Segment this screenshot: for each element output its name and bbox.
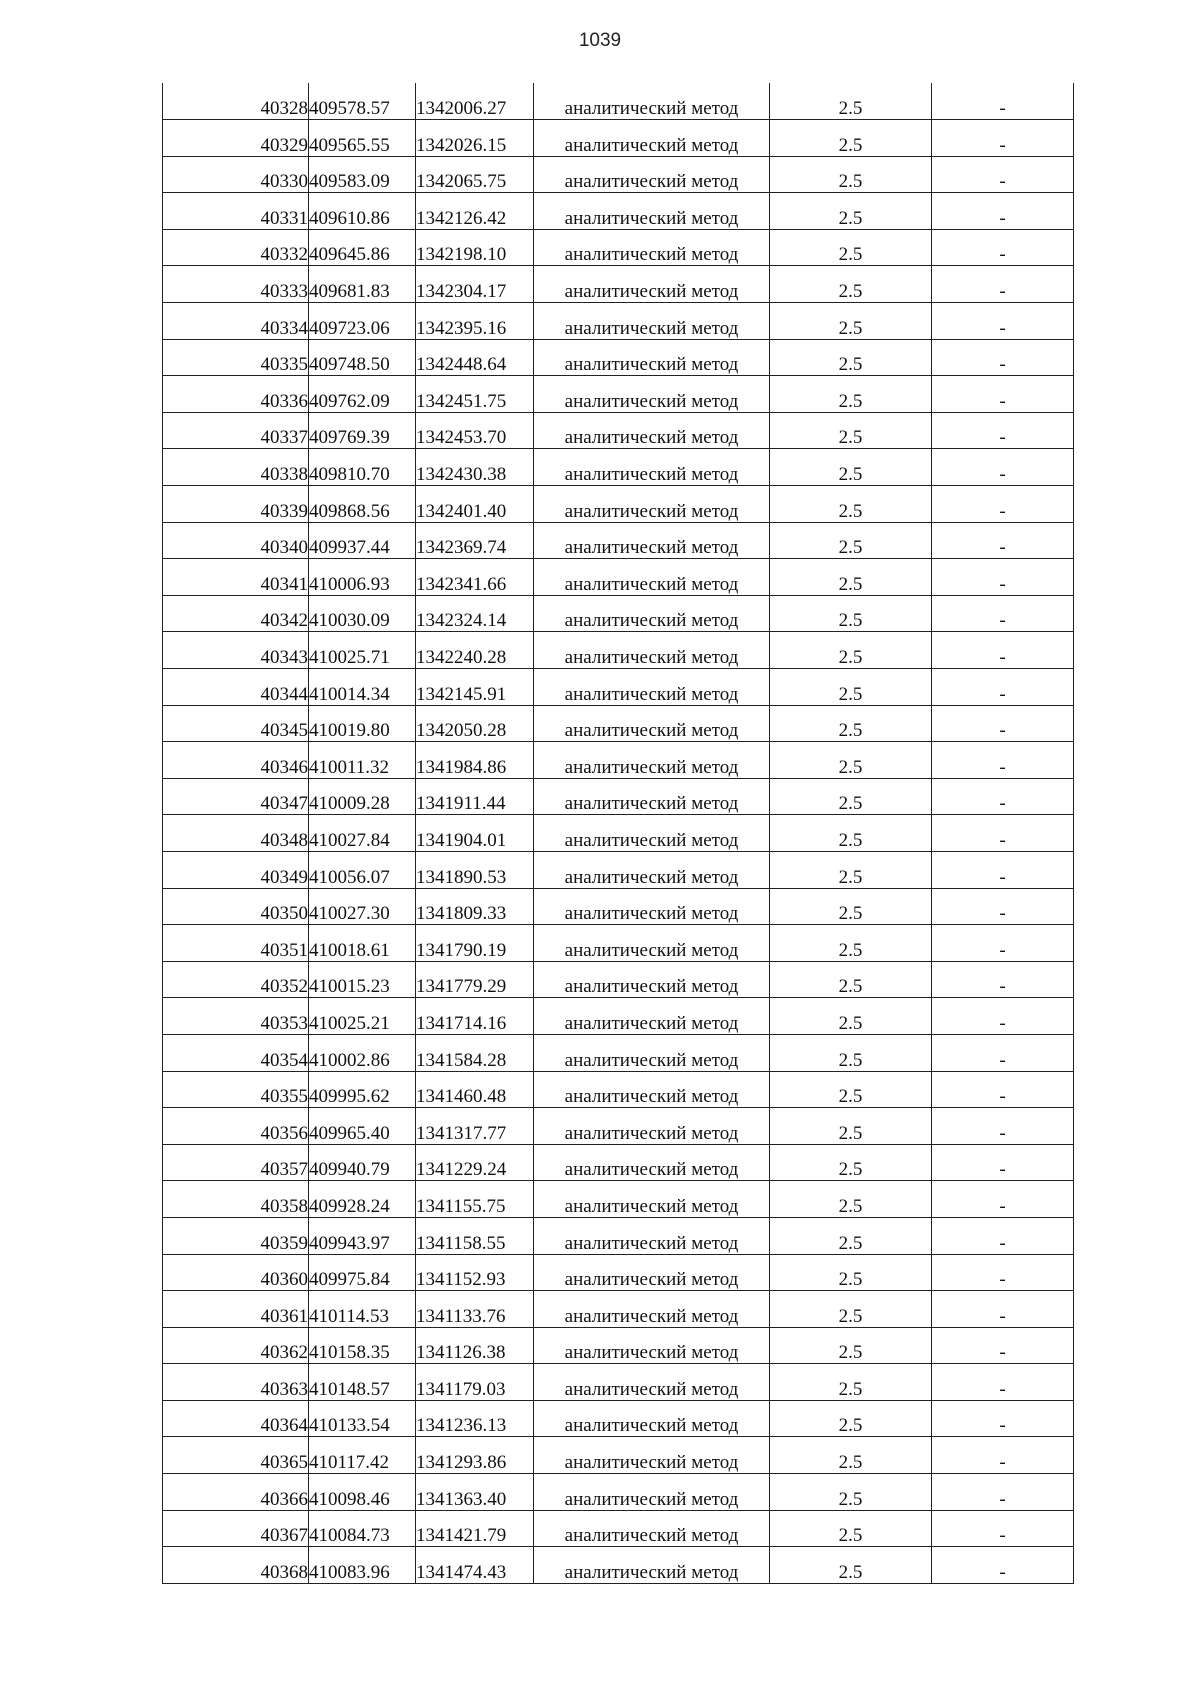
accuracy-cell: 2.5 xyxy=(770,229,932,266)
note-cell: - xyxy=(932,1108,1074,1145)
accuracy-cell: 2.5 xyxy=(770,266,932,303)
y-coordinate-cell: 1341584.28 xyxy=(416,1034,534,1071)
method-cell: аналитический метод xyxy=(534,1034,770,1071)
point-number-cell: 40328 xyxy=(163,83,309,120)
point-number-cell: 40334 xyxy=(163,303,309,340)
table-body xyxy=(163,83,1074,1583)
point-number-cell: 40353 xyxy=(163,998,309,1035)
x-coordinate-cell: 409645.86 xyxy=(309,229,416,266)
point-number-cell: 40330 xyxy=(163,156,309,193)
y-coordinate-cell: 1342050.28 xyxy=(416,705,534,742)
method-cell: аналитический метод xyxy=(534,998,770,1035)
method-cell: аналитический метод xyxy=(534,376,770,413)
table-row xyxy=(163,339,1074,376)
x-coordinate-cell: 410006.93 xyxy=(309,559,416,596)
accuracy-cell: 2.5 xyxy=(770,1547,932,1584)
note-cell: - xyxy=(932,632,1074,669)
y-coordinate-cell: 1341179.03 xyxy=(416,1364,534,1401)
point-number-cell: 40368 xyxy=(163,1547,309,1584)
x-coordinate-cell: 410083.96 xyxy=(309,1547,416,1584)
x-coordinate-cell: 409810.70 xyxy=(309,449,416,486)
accuracy-cell: 2.5 xyxy=(770,851,932,888)
x-coordinate-cell: 410002.86 xyxy=(309,1034,416,1071)
y-coordinate-cell: 1342451.75 xyxy=(416,376,534,413)
point-number-cell: 40347 xyxy=(163,778,309,815)
point-number-cell: 40358 xyxy=(163,1181,309,1218)
point-number-cell: 40350 xyxy=(163,888,309,925)
y-coordinate-cell: 1342026.15 xyxy=(416,120,534,157)
y-coordinate-cell: 1342448.64 xyxy=(416,339,534,376)
table-row xyxy=(163,998,1074,1035)
note-cell: - xyxy=(932,1364,1074,1401)
accuracy-cell: 2.5 xyxy=(770,1181,932,1218)
y-coordinate-cell: 1341790.19 xyxy=(416,925,534,962)
note-cell: - xyxy=(932,1437,1074,1474)
accuracy-cell: 2.5 xyxy=(770,998,932,1035)
table-row xyxy=(163,1254,1074,1291)
x-coordinate-cell: 410015.23 xyxy=(309,961,416,998)
table-row xyxy=(163,1291,1074,1328)
point-number-cell: 40354 xyxy=(163,1034,309,1071)
method-cell: аналитический метод xyxy=(534,193,770,230)
note-cell: - xyxy=(932,1510,1074,1547)
y-coordinate-cell: 1342395.16 xyxy=(416,303,534,340)
x-coordinate-cell: 409975.84 xyxy=(309,1254,416,1291)
x-coordinate-cell: 409943.97 xyxy=(309,1217,416,1254)
x-coordinate-cell: 410098.46 xyxy=(309,1474,416,1511)
method-cell: аналитический метод xyxy=(534,412,770,449)
note-cell: - xyxy=(932,486,1074,523)
y-coordinate-cell: 1341317.77 xyxy=(416,1108,534,1145)
table-row xyxy=(163,925,1074,962)
accuracy-cell: 2.5 xyxy=(770,1510,932,1547)
method-cell: аналитический метод xyxy=(534,156,770,193)
method-cell: аналитический метод xyxy=(534,303,770,340)
table-row xyxy=(163,851,1074,888)
method-cell: аналитический метод xyxy=(534,486,770,523)
note-cell: - xyxy=(932,1327,1074,1364)
accuracy-cell: 2.5 xyxy=(770,925,932,962)
x-coordinate-cell: 410025.71 xyxy=(309,632,416,669)
note-cell: - xyxy=(932,961,1074,998)
y-coordinate-cell: 1342453.70 xyxy=(416,412,534,449)
y-coordinate-cell: 1341421.79 xyxy=(416,1510,534,1547)
note-cell: - xyxy=(932,815,1074,852)
note-cell: - xyxy=(932,559,1074,596)
x-coordinate-cell: 409681.83 xyxy=(309,266,416,303)
table-row xyxy=(163,522,1074,559)
y-coordinate-cell: 1342401.40 xyxy=(416,486,534,523)
note-cell: - xyxy=(932,449,1074,486)
table-row xyxy=(163,486,1074,523)
method-cell: аналитический метод xyxy=(534,83,770,120)
y-coordinate-cell: 1342126.42 xyxy=(416,193,534,230)
y-coordinate-cell: 1342198.10 xyxy=(416,229,534,266)
method-cell: аналитический метод xyxy=(534,1327,770,1364)
note-cell: - xyxy=(932,1071,1074,1108)
y-coordinate-cell: 1341911.44 xyxy=(416,778,534,815)
note-cell: - xyxy=(932,778,1074,815)
accuracy-cell: 2.5 xyxy=(770,1254,932,1291)
x-coordinate-cell: 410030.09 xyxy=(309,595,416,632)
y-coordinate-cell: 1341152.93 xyxy=(416,1254,534,1291)
accuracy-cell: 2.5 xyxy=(770,1291,932,1328)
point-number-cell: 40342 xyxy=(163,595,309,632)
note-cell: - xyxy=(932,412,1074,449)
point-number-cell: 40355 xyxy=(163,1071,309,1108)
note-cell: - xyxy=(932,1217,1074,1254)
accuracy-cell: 2.5 xyxy=(770,1217,932,1254)
point-number-cell: 40337 xyxy=(163,412,309,449)
note-cell: - xyxy=(932,1034,1074,1071)
method-cell: аналитический метод xyxy=(534,1437,770,1474)
accuracy-cell: 2.5 xyxy=(770,669,932,706)
x-coordinate-cell: 410014.34 xyxy=(309,669,416,706)
table-row xyxy=(163,1400,1074,1437)
x-coordinate-cell: 410027.84 xyxy=(309,815,416,852)
accuracy-cell: 2.5 xyxy=(770,1364,932,1401)
note-cell: - xyxy=(932,925,1074,962)
method-cell: аналитический метод xyxy=(534,522,770,559)
point-number-cell: 40357 xyxy=(163,1144,309,1181)
x-coordinate-cell: 409565.55 xyxy=(309,120,416,157)
method-cell: аналитический метод xyxy=(534,705,770,742)
point-number-cell: 40352 xyxy=(163,961,309,998)
point-number-cell: 40356 xyxy=(163,1108,309,1145)
note-cell: - xyxy=(932,303,1074,340)
point-number-cell: 40360 xyxy=(163,1254,309,1291)
table-row xyxy=(163,1217,1074,1254)
accuracy-cell: 2.5 xyxy=(770,1108,932,1145)
note-cell: - xyxy=(932,1181,1074,1218)
accuracy-cell: 2.5 xyxy=(770,376,932,413)
accuracy-cell: 2.5 xyxy=(770,595,932,632)
accuracy-cell: 2.5 xyxy=(770,1437,932,1474)
x-coordinate-cell: 410025.21 xyxy=(309,998,416,1035)
method-cell: аналитический метод xyxy=(534,559,770,596)
table-row xyxy=(163,815,1074,852)
y-coordinate-cell: 1342145.91 xyxy=(416,669,534,706)
y-coordinate-cell: 1341474.43 xyxy=(416,1547,534,1584)
method-cell: аналитический метод xyxy=(534,961,770,998)
note-cell: - xyxy=(932,522,1074,559)
method-cell: аналитический метод xyxy=(534,449,770,486)
method-cell: аналитический метод xyxy=(534,1254,770,1291)
method-cell: аналитический метод xyxy=(534,925,770,962)
method-cell: аналитический метод xyxy=(534,266,770,303)
point-number-cell: 40363 xyxy=(163,1364,309,1401)
x-coordinate-cell: 409995.62 xyxy=(309,1071,416,1108)
point-number-cell: 40335 xyxy=(163,339,309,376)
method-cell: аналитический метод xyxy=(534,595,770,632)
x-coordinate-cell: 410148.57 xyxy=(309,1364,416,1401)
method-cell: аналитический метод xyxy=(534,742,770,779)
accuracy-cell: 2.5 xyxy=(770,705,932,742)
table-row xyxy=(163,1108,1074,1145)
point-number-cell: 40361 xyxy=(163,1291,309,1328)
point-number-cell: 40338 xyxy=(163,449,309,486)
accuracy-cell: 2.5 xyxy=(770,1071,932,1108)
note-cell: - xyxy=(932,1547,1074,1584)
x-coordinate-cell: 410011.32 xyxy=(309,742,416,779)
x-coordinate-cell: 410009.28 xyxy=(309,778,416,815)
method-cell: аналитический метод xyxy=(534,339,770,376)
x-coordinate-cell: 410114.53 xyxy=(309,1291,416,1328)
accuracy-cell: 2.5 xyxy=(770,412,932,449)
point-number-cell: 40367 xyxy=(163,1510,309,1547)
accuracy-cell: 2.5 xyxy=(770,83,932,120)
x-coordinate-cell: 409762.09 xyxy=(309,376,416,413)
accuracy-cell: 2.5 xyxy=(770,193,932,230)
table-row xyxy=(163,1510,1074,1547)
note-cell: - xyxy=(932,1400,1074,1437)
table-row xyxy=(163,705,1074,742)
point-number-cell: 40333 xyxy=(163,266,309,303)
method-cell: аналитический метод xyxy=(534,1217,770,1254)
accuracy-cell: 2.5 xyxy=(770,778,932,815)
y-coordinate-cell: 1342006.27 xyxy=(416,83,534,120)
method-cell: аналитический метод xyxy=(534,1144,770,1181)
y-coordinate-cell: 1341890.53 xyxy=(416,851,534,888)
table-row xyxy=(163,1474,1074,1511)
table-row xyxy=(163,1327,1074,1364)
accuracy-cell: 2.5 xyxy=(770,1400,932,1437)
x-coordinate-cell: 410133.54 xyxy=(309,1400,416,1437)
point-number-cell: 40362 xyxy=(163,1327,309,1364)
y-coordinate-cell: 1341236.13 xyxy=(416,1400,534,1437)
table-row xyxy=(163,449,1074,486)
table-row xyxy=(163,83,1074,120)
y-coordinate-cell: 1341714.16 xyxy=(416,998,534,1035)
table-row xyxy=(163,961,1074,998)
accuracy-cell: 2.5 xyxy=(770,303,932,340)
x-coordinate-cell: 410027.30 xyxy=(309,888,416,925)
point-number-cell: 40343 xyxy=(163,632,309,669)
note-cell: - xyxy=(932,266,1074,303)
accuracy-cell: 2.5 xyxy=(770,156,932,193)
point-number-cell: 40351 xyxy=(163,925,309,962)
y-coordinate-cell: 1341229.24 xyxy=(416,1144,534,1181)
accuracy-cell: 2.5 xyxy=(770,522,932,559)
y-coordinate-cell: 1342240.28 xyxy=(416,632,534,669)
note-cell: - xyxy=(932,376,1074,413)
x-coordinate-cell: 409940.79 xyxy=(309,1144,416,1181)
method-cell: аналитический метод xyxy=(534,120,770,157)
y-coordinate-cell: 1342341.66 xyxy=(416,559,534,596)
x-coordinate-cell: 410158.35 xyxy=(309,1327,416,1364)
table-row xyxy=(163,193,1074,230)
x-coordinate-cell: 409748.50 xyxy=(309,339,416,376)
x-coordinate-cell: 409610.86 xyxy=(309,193,416,230)
note-cell: - xyxy=(932,193,1074,230)
method-cell: аналитический метод xyxy=(534,1364,770,1401)
x-coordinate-cell: 409937.44 xyxy=(309,522,416,559)
point-number-cell: 40346 xyxy=(163,742,309,779)
accuracy-cell: 2.5 xyxy=(770,449,932,486)
table-row xyxy=(163,1144,1074,1181)
table-row xyxy=(163,1071,1074,1108)
note-cell: - xyxy=(932,669,1074,706)
point-number-cell: 40339 xyxy=(163,486,309,523)
x-coordinate-cell: 409928.24 xyxy=(309,1181,416,1218)
coordinates-table xyxy=(162,83,1074,1584)
x-coordinate-cell: 410018.61 xyxy=(309,925,416,962)
table-row xyxy=(163,266,1074,303)
table-row xyxy=(163,156,1074,193)
method-cell: аналитический метод xyxy=(534,632,770,669)
accuracy-cell: 2.5 xyxy=(770,1327,932,1364)
y-coordinate-cell: 1341904.01 xyxy=(416,815,534,852)
note-cell: - xyxy=(932,1474,1074,1511)
accuracy-cell: 2.5 xyxy=(770,1474,932,1511)
method-cell: аналитический метод xyxy=(534,1547,770,1584)
page-number: 1039 xyxy=(578,30,622,51)
point-number-cell: 40341 xyxy=(163,559,309,596)
note-cell: - xyxy=(932,1144,1074,1181)
method-cell: аналитический метод xyxy=(534,1510,770,1547)
y-coordinate-cell: 1341363.40 xyxy=(416,1474,534,1511)
y-coordinate-cell: 1341984.86 xyxy=(416,742,534,779)
y-coordinate-cell: 1342304.17 xyxy=(416,266,534,303)
x-coordinate-cell: 409965.40 xyxy=(309,1108,416,1145)
accuracy-cell: 2.5 xyxy=(770,961,932,998)
table-row xyxy=(163,229,1074,266)
y-coordinate-cell: 1342065.75 xyxy=(416,156,534,193)
x-coordinate-cell: 409578.57 xyxy=(309,83,416,120)
note-cell: - xyxy=(932,1254,1074,1291)
y-coordinate-cell: 1341155.75 xyxy=(416,1181,534,1218)
method-cell: аналитический метод xyxy=(534,851,770,888)
y-coordinate-cell: 1341460.48 xyxy=(416,1071,534,1108)
note-cell: - xyxy=(932,339,1074,376)
point-number-cell: 40331 xyxy=(163,193,309,230)
method-cell: аналитический метод xyxy=(534,888,770,925)
note-cell: - xyxy=(932,998,1074,1035)
point-number-cell: 40365 xyxy=(163,1437,309,1474)
point-number-cell: 40344 xyxy=(163,669,309,706)
method-cell: аналитический метод xyxy=(534,1474,770,1511)
table-row xyxy=(163,632,1074,669)
point-number-cell: 40329 xyxy=(163,120,309,157)
table-row xyxy=(163,742,1074,779)
accuracy-cell: 2.5 xyxy=(770,888,932,925)
method-cell: аналитический метод xyxy=(534,229,770,266)
accuracy-cell: 2.5 xyxy=(770,339,932,376)
table-row xyxy=(163,120,1074,157)
note-cell: - xyxy=(932,156,1074,193)
table-row xyxy=(163,888,1074,925)
method-cell: аналитический метод xyxy=(534,815,770,852)
note-cell: - xyxy=(932,888,1074,925)
x-coordinate-cell: 410117.42 xyxy=(309,1437,416,1474)
point-number-cell: 40359 xyxy=(163,1217,309,1254)
y-coordinate-cell: 1342369.74 xyxy=(416,522,534,559)
accuracy-cell: 2.5 xyxy=(770,742,932,779)
method-cell: аналитический метод xyxy=(534,669,770,706)
method-cell: аналитический метод xyxy=(534,1291,770,1328)
accuracy-cell: 2.5 xyxy=(770,559,932,596)
accuracy-cell: 2.5 xyxy=(770,632,932,669)
method-cell: аналитический метод xyxy=(534,1071,770,1108)
method-cell: аналитический метод xyxy=(534,1108,770,1145)
y-coordinate-cell: 1342324.14 xyxy=(416,595,534,632)
table-row xyxy=(163,559,1074,596)
accuracy-cell: 2.5 xyxy=(770,486,932,523)
note-cell: - xyxy=(932,120,1074,157)
y-coordinate-cell: 1341809.33 xyxy=(416,888,534,925)
x-coordinate-cell: 410084.73 xyxy=(309,1510,416,1547)
x-coordinate-cell: 409868.56 xyxy=(309,486,416,523)
y-coordinate-cell: 1341126.38 xyxy=(416,1327,534,1364)
note-cell: - xyxy=(932,851,1074,888)
note-cell: - xyxy=(932,229,1074,266)
note-cell: - xyxy=(932,705,1074,742)
table-row xyxy=(163,669,1074,706)
method-cell: аналитический метод xyxy=(534,1400,770,1437)
accuracy-cell: 2.5 xyxy=(770,120,932,157)
accuracy-cell: 2.5 xyxy=(770,1034,932,1071)
y-coordinate-cell: 1341133.76 xyxy=(416,1291,534,1328)
accuracy-cell: 2.5 xyxy=(770,1144,932,1181)
point-number-cell: 40345 xyxy=(163,705,309,742)
point-number-cell: 40336 xyxy=(163,376,309,413)
x-coordinate-cell: 410019.80 xyxy=(309,705,416,742)
y-coordinate-cell: 1342430.38 xyxy=(416,449,534,486)
table-row xyxy=(163,1364,1074,1401)
x-coordinate-cell: 410056.07 xyxy=(309,851,416,888)
x-coordinate-cell: 409723.06 xyxy=(309,303,416,340)
point-number-cell: 40366 xyxy=(163,1474,309,1511)
table-row xyxy=(163,303,1074,340)
x-coordinate-cell: 409583.09 xyxy=(309,156,416,193)
method-cell: аналитический метод xyxy=(534,1181,770,1218)
table-row xyxy=(163,412,1074,449)
table-row xyxy=(163,778,1074,815)
table-row xyxy=(163,1034,1074,1071)
note-cell: - xyxy=(932,1291,1074,1328)
x-coordinate-cell: 409769.39 xyxy=(309,412,416,449)
table-row xyxy=(163,1437,1074,1474)
table-row xyxy=(163,1181,1074,1218)
table-row xyxy=(163,376,1074,413)
note-cell: - xyxy=(932,595,1074,632)
point-number-cell: 40364 xyxy=(163,1400,309,1437)
point-number-cell: 40332 xyxy=(163,229,309,266)
table-row xyxy=(163,1547,1074,1584)
accuracy-cell: 2.5 xyxy=(770,815,932,852)
note-cell: - xyxy=(932,742,1074,779)
point-number-cell: 40349 xyxy=(163,851,309,888)
y-coordinate-cell: 1341779.29 xyxy=(416,961,534,998)
method-cell: аналитический метод xyxy=(534,778,770,815)
point-number-cell: 40348 xyxy=(163,815,309,852)
note-cell: - xyxy=(932,83,1074,120)
point-number-cell: 40340 xyxy=(163,522,309,559)
table-row xyxy=(163,595,1074,632)
y-coordinate-cell: 1341293.86 xyxy=(416,1437,534,1474)
y-coordinate-cell: 1341158.55 xyxy=(416,1217,534,1254)
